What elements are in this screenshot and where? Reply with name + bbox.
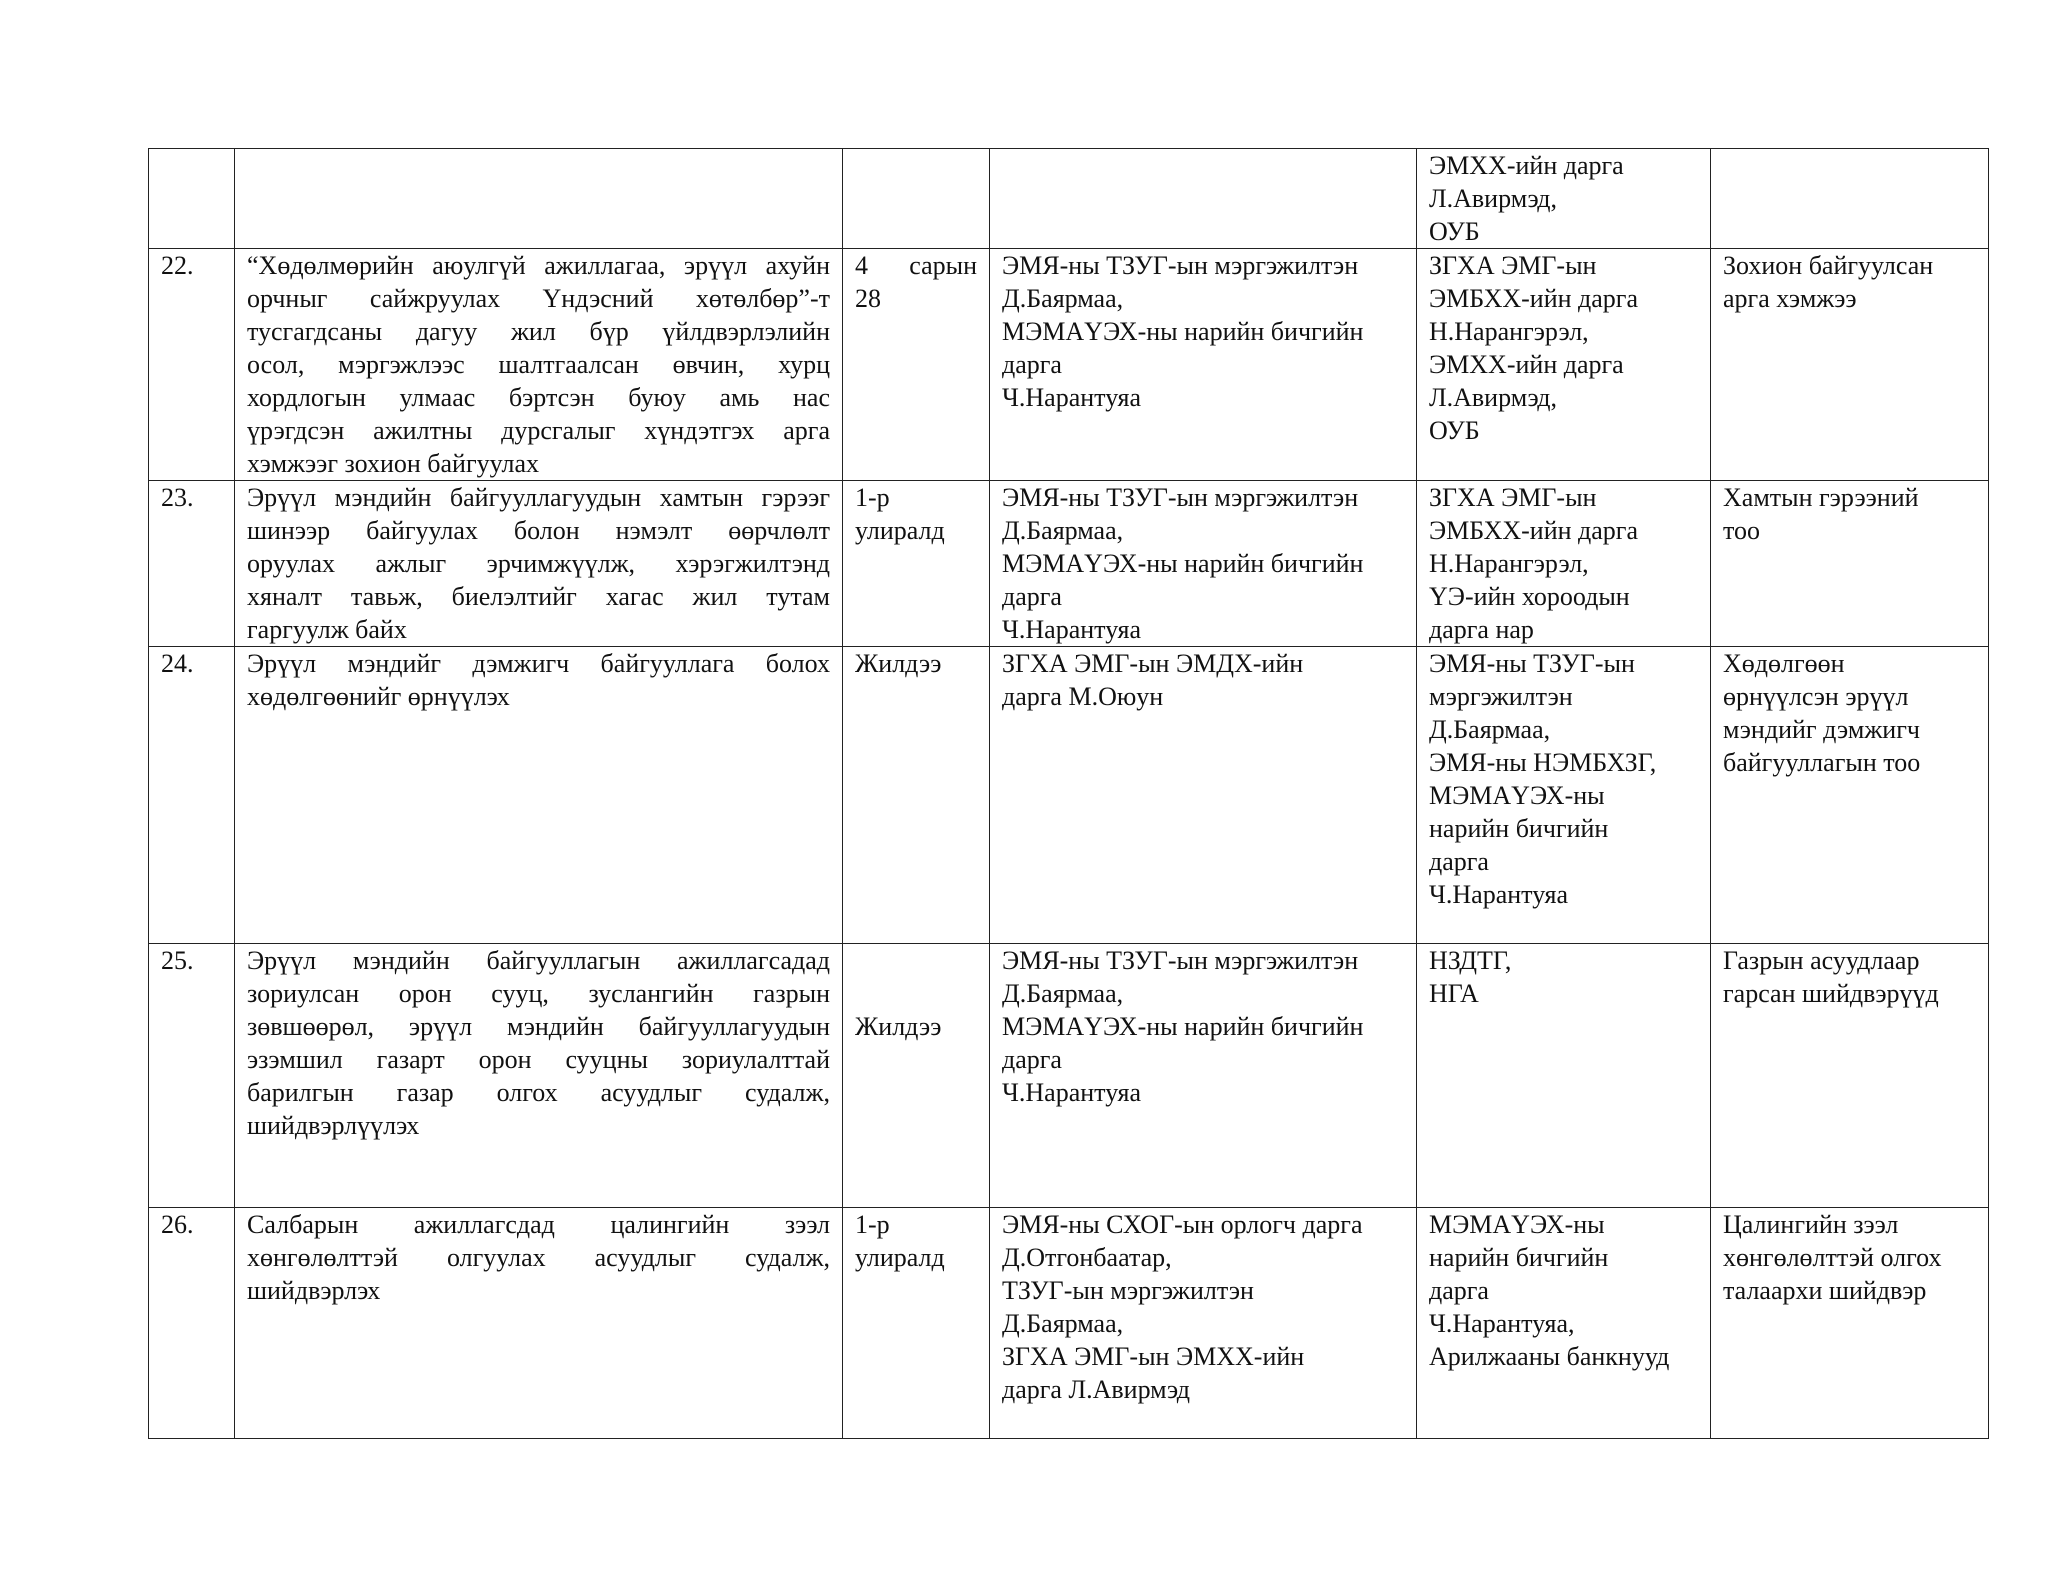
- cell-line: Ч.Нарантуяа: [1002, 615, 1142, 644]
- cell-cooperating: [1417, 1208, 1711, 1439]
- cell-cooperating: [1417, 944, 1711, 1208]
- cell-line: гаргуулж байх: [247, 615, 407, 644]
- cell-deadline: [843, 647, 990, 944]
- cell-line: ЭМБХХ-ийн дарга: [1429, 516, 1638, 545]
- cell-deadline: [843, 1208, 990, 1439]
- cell-line: Д.Баярмаа,: [1002, 516, 1124, 545]
- cell-line: байгууллагын тоо: [1723, 748, 1921, 777]
- table-row: [149, 149, 1989, 249]
- cell-activity: [235, 481, 843, 647]
- cell-line: Д.Баярмаа,: [1002, 284, 1124, 313]
- cell-line: тоо: [1723, 516, 1761, 545]
- cell-deadline: [843, 481, 990, 647]
- cell-line: шийдвэрлүүлэх: [247, 1111, 420, 1140]
- cell-line: зориулсан орон сууц, зуслангийн газрын: [247, 979, 830, 1008]
- cell-activity: [235, 647, 843, 944]
- cell-line: ЭМХХ-ийн дарга: [1429, 350, 1624, 379]
- cell-activity: [235, 149, 843, 249]
- cell-line: Д.Баярмаа,: [1002, 1309, 1124, 1338]
- cell-responsible: [990, 1208, 1417, 1439]
- cell-outcome: [1711, 647, 1989, 944]
- cell-number: [149, 1208, 235, 1439]
- cell-cooperating: [1417, 149, 1711, 249]
- cell-line: мэргэжилтэн: [1429, 682, 1573, 711]
- cell-line: дарга: [1002, 582, 1062, 611]
- cell-line: ТЗУГ-ын мэргэжилтэн: [1002, 1276, 1254, 1305]
- cell-line: Л.Авирмэд,: [1429, 184, 1558, 213]
- cell-outcome: [1711, 944, 1989, 1208]
- cell-responsible: [990, 149, 1417, 249]
- cell-deadline: [843, 149, 990, 249]
- cell-line: Салбарын ажиллагсдад цалингийн зээл: [247, 1210, 830, 1239]
- cell-line: МЭМАҮЭХ-ны нарийн бичгийн: [1002, 317, 1364, 346]
- cell-line: орчныг сайжруулах Үндэсний хөтөлбөр”-т: [247, 284, 830, 313]
- cell-line: нарийн бичгийн: [1429, 1243, 1609, 1272]
- cell-line: ОУБ: [1429, 416, 1480, 445]
- cell-number: [149, 944, 235, 1208]
- cell-line: ЭМБХХ-ийн дарга: [1429, 284, 1638, 313]
- cell-line: ЗГХА ЭМГ-ын: [1429, 251, 1597, 280]
- cell-line: улиралд: [855, 516, 945, 545]
- cell-cooperating: [1417, 647, 1711, 944]
- cell-line: Н.Нарангэрэл,: [1429, 549, 1589, 578]
- cell-number: [149, 481, 235, 647]
- cell-line: ЭМЯ-ны НЭМБХЗГ,: [1429, 748, 1657, 777]
- cell-deadline: [843, 944, 990, 1208]
- cell-line: Д.Баярмаа,: [1002, 979, 1124, 1008]
- cell-line: тусгагдсаны дагуу жил бүр үйлдвэрлэлийн: [247, 317, 830, 346]
- cell-line: МЭМАҮЭХ-ны: [1429, 1210, 1605, 1239]
- cell-line: Л.Авирмэд,: [1429, 383, 1558, 412]
- cell-line: гарсан шийдвэрүүд: [1723, 979, 1939, 1008]
- row-number: 24.: [161, 649, 194, 678]
- cell-line: Ч.Нарантуяа: [1002, 1078, 1142, 1107]
- cell-line: 1-р: [855, 483, 890, 512]
- cell-line: хөнгөлөлттэй олгох: [1723, 1243, 1942, 1272]
- row-number: 25.: [161, 946, 194, 975]
- cell-line: шийдвэрлэх: [247, 1276, 381, 1305]
- cell-line: үрэгдсэн ажилтны дурсгалыг хүндэтгэх арга: [247, 416, 830, 445]
- cell-line: хөнгөлөлттэй олгуулах асуудлыг судалж,: [247, 1243, 830, 1272]
- cell-cooperating: [1417, 249, 1711, 481]
- cell-line: Д.Отгонбаатар,: [1002, 1243, 1172, 1272]
- cell-line: хэмжээг зохион байгуулах: [247, 449, 540, 478]
- cell-line: дарга М.Оюун: [1002, 682, 1164, 711]
- cell-activity: [235, 944, 843, 1208]
- cell-number: [149, 149, 235, 249]
- cell-line: оруулах ажлыг эрчимжүүлж, хэрэгжилтэнд: [247, 549, 830, 578]
- cell-line: Эрүүл мэндийг дэмжигч байгууллага болох: [247, 649, 830, 678]
- cell-line: осол, мэргэжлээс шалтгаалсан өвчин, хурц: [247, 350, 830, 379]
- cell-line: барилгын газар олгох асуудлыг судалж,: [247, 1078, 830, 1107]
- action-plan-table: [148, 148, 1989, 1439]
- cell-line: ЗГХА ЭМГ-ын ЭМДХ-ийн: [1002, 649, 1304, 678]
- cell-line: Н.Нарангэрэл,: [1429, 317, 1589, 346]
- cell-line: арга хэмжээ: [1723, 284, 1857, 313]
- cell-number: [149, 249, 235, 481]
- cell-line: дарга: [1429, 847, 1489, 876]
- cell-line: дарга: [1429, 1276, 1489, 1305]
- cell-line: Эрүүл мэндийн байгууллагын ажиллагсадад: [247, 946, 830, 975]
- cell-responsible: [990, 944, 1417, 1208]
- cell-line: ОУБ: [1429, 217, 1480, 246]
- cell-line: МЭМАҮЭХ-ны нарийн бичгийн: [1002, 549, 1364, 578]
- cell-outcome: [1711, 481, 1989, 647]
- cell-cooperating: [1417, 481, 1711, 647]
- cell-line: Хөдөлгөөн: [1723, 649, 1845, 678]
- cell-line: НГА: [1429, 979, 1479, 1008]
- cell-line: дарга: [1002, 350, 1062, 379]
- cell-line: дарга нар: [1429, 615, 1534, 644]
- cell-line: Ч.Нарантуяа,: [1429, 1309, 1575, 1338]
- table-row: [149, 944, 1989, 1208]
- cell-line: “Хөдөлмөрийн аюулгүй ажиллагаа, эрүүл ахуйн: [247, 251, 830, 280]
- cell-deadline: [843, 249, 990, 481]
- cell-line: МЭМАҮЭХ-ны: [1429, 781, 1605, 810]
- cell-line: Ч.Нарантуяа: [1429, 880, 1569, 909]
- table-row: [149, 647, 1989, 944]
- cell-line: ЭМЯ-ны ТЗУГ-ын: [1429, 649, 1635, 678]
- cell-line: мэндийг дэмжигч: [1723, 715, 1920, 744]
- cell-activity: [235, 1208, 843, 1439]
- cell-line: Жилдээ: [855, 649, 942, 678]
- cell-line: эзэмшил газарт орон сууцны зориулалттай: [247, 1045, 830, 1074]
- cell-line: Жилдээ: [855, 1012, 942, 1041]
- cell-outcome: [1711, 249, 1989, 481]
- cell-line: хордлогын улмаас бэртсэн буюу амь нас: [247, 383, 830, 412]
- cell-line: талаархи шийдвэр: [1723, 1276, 1927, 1305]
- cell-line: МЭМАҮЭХ-ны нарийн бичгийн: [1002, 1012, 1364, 1041]
- cell-line: шинээр байгуулах болон нэмэлт өөрчлөлт: [247, 516, 830, 545]
- cell-line: Эрүүл мэндийн байгууллагуудын хамтын гэрээг: [247, 483, 830, 512]
- cell-line: өрнүүлсэн эрүүл: [1723, 682, 1909, 711]
- cell-line: нарийн бичгийн: [1429, 814, 1609, 843]
- table-row: [149, 1208, 1989, 1439]
- cell-number: [149, 647, 235, 944]
- row-number: 22.: [161, 251, 194, 280]
- cell-line: ЭМЯ-ны СХОГ-ын орлогч дарга: [1002, 1210, 1363, 1239]
- cell-line: Арилжааны банкнууд: [1429, 1342, 1670, 1371]
- cell-line: хөдөлгөөнийг өрнүүлэх: [247, 682, 510, 711]
- cell-line: Ч.Нарантуяа: [1002, 383, 1142, 412]
- cell-line: ЭМЯ-ны ТЗУГ-ын мэргэжилтэн: [1002, 946, 1359, 975]
- cell-responsible: [990, 647, 1417, 944]
- cell-line: 28: [855, 284, 881, 313]
- cell-line: Хамтын гэрээний: [1723, 483, 1919, 512]
- cell-line: улиралд: [855, 1243, 945, 1272]
- cell-line: хяналт тавьж, биелэлтийг хагас жил тутам: [247, 582, 830, 611]
- table-row: [149, 249, 1989, 481]
- cell-line: ЭМХХ-ийн дарга: [1429, 151, 1624, 180]
- cell-line: ЭМЯ-ны ТЗУГ-ын мэргэжилтэн: [1002, 483, 1359, 512]
- cell-line: Газрын асуудлаар: [1723, 946, 1920, 975]
- cell-line: ЭМЯ-ны ТЗУГ-ын мэргэжилтэн: [1002, 251, 1359, 280]
- cell-line: зөвшөөрөл, эрүүл мэндийн байгууллагуудын: [247, 1012, 830, 1041]
- cell-responsible: [990, 481, 1417, 647]
- cell-line: 1-р: [855, 1210, 890, 1239]
- cell-line: Зохион байгуулсан: [1723, 251, 1934, 280]
- cell-line: Д.Баярмаа,: [1429, 715, 1551, 744]
- cell-line: 4 сарын: [855, 251, 977, 280]
- cell-line: ҮЭ-ийн хороодын: [1429, 582, 1630, 611]
- row-number: 26.: [161, 1210, 194, 1239]
- cell-responsible: [990, 249, 1417, 481]
- cell-line: дарга: [1002, 1045, 1062, 1074]
- cell-line: дарга Л.Авирмэд: [1002, 1375, 1190, 1404]
- cell-line: ЗГХА ЭМГ-ын ЭМХХ-ийн: [1002, 1342, 1305, 1371]
- cell-line: Цалингийн зээл: [1723, 1210, 1899, 1239]
- cell-line: ЗГХА ЭМГ-ын: [1429, 483, 1597, 512]
- cell-outcome: [1711, 149, 1989, 249]
- cell-line: НЗДТГ,: [1429, 946, 1512, 975]
- table-row: [149, 481, 1989, 647]
- cell-outcome: [1711, 1208, 1989, 1439]
- row-number: 23.: [161, 483, 194, 512]
- cell-activity: [235, 249, 843, 481]
